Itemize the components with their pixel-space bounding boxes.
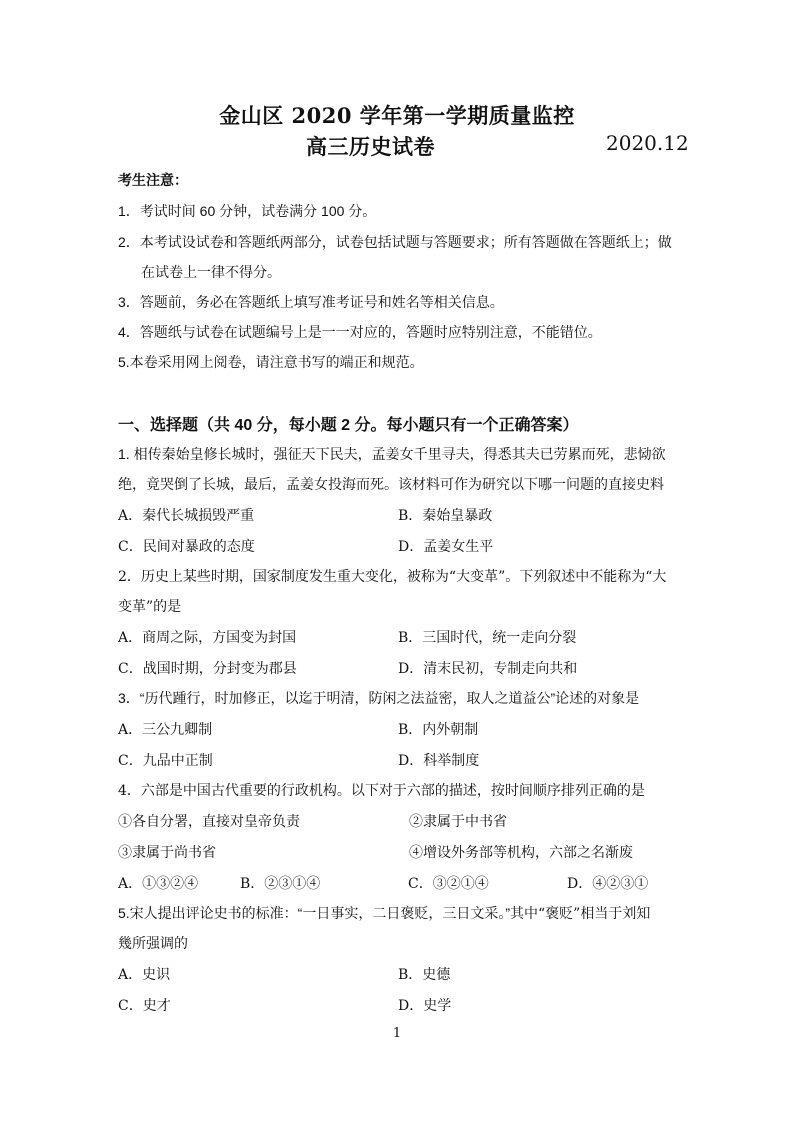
q4-option-d: D．④②③①	[567, 876, 649, 892]
q5-option-b: B．史德	[398, 967, 451, 983]
q4-stem-line1: 4．六部是中国古代重要的行政机构。以下对于六部的描述，按时间顺序排列正确的是	[118, 783, 645, 799]
notice-heading: 考生注意：	[118, 172, 188, 188]
page-number: 1	[392, 1026, 402, 1041]
q1-stem-line2b: 该材料可作为研究以下哪一问题的直接史料	[398, 477, 664, 493]
q5-option-d: D．史学	[398, 998, 452, 1014]
q4-statement-1: ①各自分署，直接对皇帝负责	[118, 814, 300, 830]
q2-option-d: D．清末民初，专制走向共和	[398, 661, 578, 677]
q4-statement-2: ②隶属于中书省	[409, 814, 507, 830]
q3-stem-line1	[118, 688, 639, 708]
notice-item-2: 2．本考试设试卷和答题纸两部分，试卷包括试题与答题要求；所有答题做在答题纸上；做	[118, 234, 672, 250]
q1-option-b: B．秦始皇暴政	[398, 508, 493, 524]
q3-stem-line1a: 3．“历代踵行，时加修正，以迄于明清，防闲之法益密，取人之道益公”	[118, 690, 556, 706]
q1-option-d: D．孟姜女生平	[398, 539, 494, 555]
q3-option-d: D．科举制度	[398, 753, 480, 769]
q4-statement-4: ④增设外务部等机构，六部之名渐废	[409, 845, 633, 861]
exam-date: 2020.12	[606, 131, 689, 155]
q2-stem-line2: 变革”的是	[118, 599, 182, 615]
q2-option-a: A．商周之际，方国变为封国	[118, 630, 297, 646]
exam-title-line1: 金山区 2020 学年第一学期质量监控	[219, 103, 575, 128]
q2-option-c: C．战国时期，分封变为郡县	[118, 661, 297, 677]
q2-option-b: B．三国时代，统一走向分裂	[398, 630, 577, 646]
q5-stem-line1a: 5.宋人提出评论史书的标准：“一日事实，二日褒贬，三日文采。”	[118, 905, 510, 921]
q2-stem-line1: 2．历史上某些时期，国家制度发生重大变化，被称为“大变革”。下列叙述中不能称为“大	[118, 569, 667, 585]
q1-stem-line2	[118, 474, 664, 494]
q1-option-a: A．秦代长城损毁严重	[118, 508, 255, 524]
notice-item-1: 1．考试时间 60 分钟，试卷满分 100 分。	[118, 203, 377, 219]
q3-stem-line1b: 论述的对象是	[555, 691, 640, 707]
q3-option-b: B．内外朝制	[398, 722, 479, 738]
q1-stem-line1: 1. 相传秦始皇修长城时，强征天下民夫，孟姜女千里寻夫，得悉其夫已劳累而死，悲恸欲	[118, 446, 666, 462]
notice-item-3: 3．答题前，务必在答题纸上填写准考证号和姓名等相关信息。	[118, 294, 504, 310]
q5-stem-line1	[118, 903, 650, 923]
q4-option-a: A．①③②④	[118, 876, 199, 892]
q1-option-c: C．民间对暴政的态度	[118, 539, 255, 555]
q3-option-a: A．三公九卿制	[118, 722, 213, 738]
q5-option-a: A．史识	[118, 967, 171, 983]
notice-item-4: 4．答题纸与试卷在试题编号上是一一对应的，答题时应特别注意，不能错位。	[118, 324, 602, 340]
notice-item-2-cont: 在试卷上一律不得分。	[141, 264, 281, 280]
q1-stem-line2a: 绝，竟哭倒了长城，最后，孟姜女投海而死。	[118, 476, 398, 492]
exam-title-line2: 高三历史试卷	[306, 134, 435, 159]
q4-option-b: B．②③①④	[240, 876, 321, 892]
q5-stem-line2: 幾所强调的	[118, 936, 188, 952]
notice-item-5: 5.本卷采用网上阅卷，请注意书写的端正和规范。	[118, 354, 424, 370]
q3-option-c: C．九品中正制	[118, 753, 213, 769]
section-heading: 一、选择题（共 40 分，每小题 2 分。每小题只有一个正确答案）	[118, 417, 579, 434]
q4-statement-3: ③隶属于尚书省	[118, 845, 216, 861]
q4-option-c: C．③②①④	[408, 876, 489, 892]
q5-option-c: C．史才	[118, 998, 171, 1014]
q5-stem-line1b: 其中“褒贬”相当于刘知	[510, 906, 651, 922]
